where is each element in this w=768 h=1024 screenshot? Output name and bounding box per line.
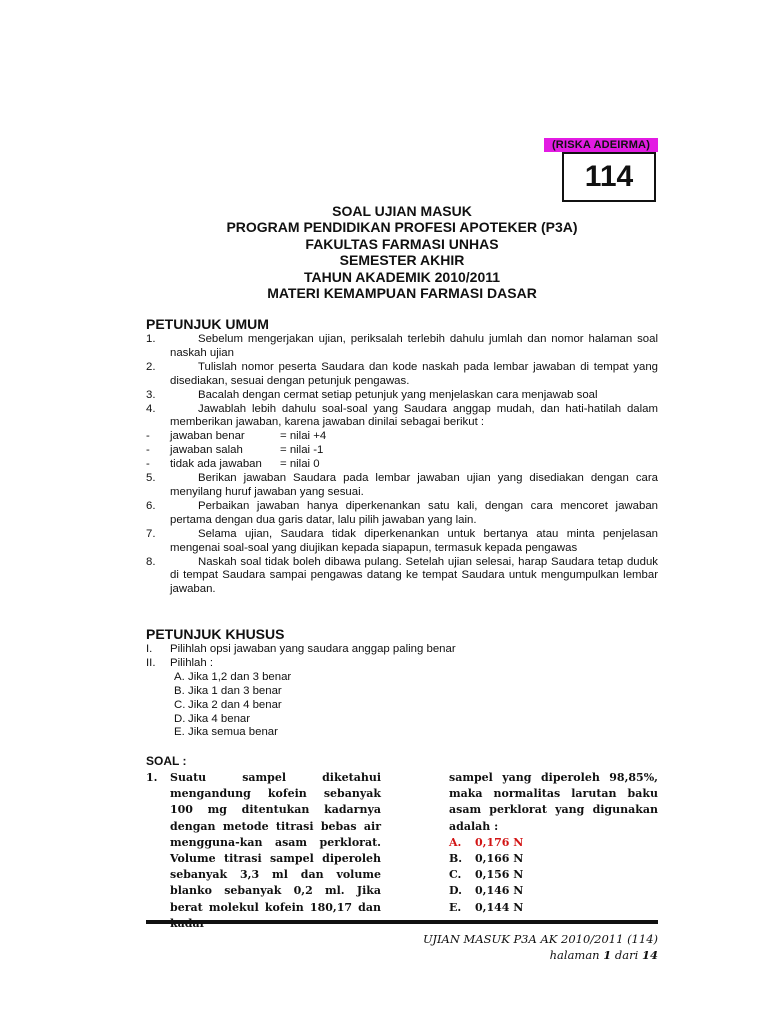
option-row — [174, 726, 658, 740]
title-line: SEMESTER AKHIR — [339, 252, 465, 269]
answer-letter: B. — [449, 852, 463, 866]
scoring-label: jawaban benar — [170, 430, 245, 443]
option-letter: A. — [174, 670, 185, 683]
question-text-part1: Suatu sampel diketahui mengandung kofein sebanyak 100 mg ditentukan kadarnya dengan metode titrasi bebas air mengguna-kan asam perklorat. Volume titrasi sampel diperoleh sebanyak 3,3 ml dan volume blanko sebanyak 0,2 ml. Jika berat molekul kofein 180,17 dan — [170, 771, 381, 914]
answer-text: 0,166 N — [475, 852, 524, 866]
item-number: 1. — [146, 333, 156, 345]
item-number: 8. — [146, 555, 156, 568]
item-number: 3. — [146, 388, 156, 401]
option-letter: B. — [174, 684, 185, 697]
item-number: 2. — [146, 360, 156, 373]
answer-letter: C. — [449, 868, 462, 882]
item-number: 7. — [146, 527, 156, 540]
list-item — [146, 556, 658, 598]
exam-code-box: 114 — [562, 152, 656, 202]
list-item — [146, 657, 658, 671]
item-number: 4. — [146, 402, 156, 415]
petunjuk-umum-list — [146, 333, 658, 597]
option-letter: C. — [174, 698, 186, 711]
option-row — [174, 685, 658, 699]
option-row — [174, 671, 658, 685]
item-number: II. — [146, 656, 156, 669]
item-text: Jawablah lebih dahulu soal-soal yang Saudara anggap mudah, dan hati-hatilah dalam memberikan jawaban, karena jawaban dinilai sebagai berikut : — [170, 402, 658, 429]
scoring-label: tidak ada jawaban — [170, 458, 262, 471]
question-text-part2: sampel yang diperoleh 98,85%, maka normalitas larutan baku asam perklorat yang digunakan adalah : — [449, 771, 658, 833]
list-item — [146, 333, 658, 361]
item-text: Pilihlah : — [170, 656, 214, 669]
item-number: 5. — [146, 472, 156, 485]
name-tag: (RISKA ADEIRMA) — [544, 138, 658, 152]
title-line: TAHUN AKADEMIK 2010/2011 — [303, 268, 501, 285]
item-text: Berikan jawaban Saudara pada lembar jawaban ujian yang disediakan dengan cara menyilang huruf jawaban yang sesuai. — [170, 472, 658, 498]
answer-letter: A. — [449, 835, 462, 849]
option-letter: D. — [174, 712, 186, 725]
question-column-right — [449, 770, 658, 916]
scoring-value: = nilai 0 — [280, 458, 320, 471]
scoring-row — [146, 430, 658, 444]
option-legend — [146, 671, 658, 741]
title-line: FAKULTAS FARMASI UNHAS — [305, 235, 499, 252]
item-number: I. — [146, 643, 153, 655]
list-item — [146, 472, 658, 500]
item-text: Pilihlah opsi jawaban yang saudara anggap paling benar — [170, 643, 456, 655]
page-current: 1 — [603, 948, 612, 962]
scoring-dash: - — [146, 430, 150, 443]
petunjuk-umum-heading: PETUNJUK UMUM — [146, 316, 269, 332]
option-text: Jika 1,2 dan 3 benar — [188, 670, 292, 683]
item-text: Perbaikan jawaban hanya diperkenankan satu kali, dengan cara mencoret jawaban pertama dengan dua garis datar, lalu pilih jawaban yang lain. — [170, 499, 658, 526]
footer-divider — [146, 920, 658, 924]
answer-option — [449, 883, 658, 899]
scoring-label: jawaban salah — [170, 444, 243, 457]
item-text: Bacalah dengan cermat setiap petunjuk yang menjelaskan cara menjawab soal — [198, 388, 598, 401]
title-line: PROGRAM PENDIDIKAN PROFESI APOTEKER (P3A) — [226, 219, 578, 236]
item-text: Sebelum mengerjakan ujian, periksalah terlebih dahulu jumlah dan nomor halaman soal naskah ujian — [170, 333, 658, 359]
option-row — [174, 713, 658, 727]
list-item — [146, 528, 658, 556]
option-text: Jika 2 dan 4 benar — [188, 698, 282, 711]
answer-letter: E. — [449, 900, 462, 914]
item-number: 6. — [146, 499, 156, 512]
scoring-value: = nilai -1 — [280, 444, 324, 457]
title-line: MATERI KEMAMPUAN FARMASI DASAR — [267, 285, 537, 302]
title-block — [140, 203, 664, 301]
scoring-row — [146, 458, 658, 472]
option-row — [174, 699, 658, 713]
answer-letter: D. — [449, 884, 462, 898]
answer-option — [449, 835, 658, 851]
option-letter: E. — [174, 726, 185, 739]
list-item — [146, 500, 658, 528]
page-total: 14 — [641, 948, 658, 962]
scoring-row — [146, 444, 658, 458]
answer-text: 0,176 N — [475, 835, 524, 849]
list-item — [146, 403, 658, 431]
answer-text: 0,144 N — [475, 900, 524, 914]
item-text: Tulislah nomor peserta Saudara dan kode naskah pada lembar jawaban di tempat yang disediakan, sesuai dengan petunjuk pengawas. — [170, 360, 658, 387]
petunjuk-khusus-list — [146, 643, 658, 740]
list-item — [146, 389, 658, 403]
option-text: Jika semua benar — [188, 726, 278, 739]
scoring-dash: - — [146, 458, 150, 471]
scoring-value: = nilai +4 — [280, 430, 327, 443]
item-text: Naskah soal tidak boleh dibawa pulang. Setelah ujian selesai, harap Saudara tetap duduk di tempat Saudara sampai pengawas datang ke tempat Saudara untuk mengumpulkan lembar jawaban. — [170, 555, 658, 596]
item-text: Selama ujian, Saudara tidak diperkenankan untuk bertanya atau minta penjelasan mengenai soal-soal yang diujikan kepada siapapun, termasuk kepada pengawas — [170, 527, 658, 554]
footer-exam-label: UJIAN MASUK P3A AK 2010/2011 (114) — [422, 932, 658, 946]
footer-page-indicator — [258, 948, 658, 962]
petunjuk-khusus-heading: PETUNJUK KHUSUS — [146, 626, 285, 642]
list-item — [146, 643, 658, 657]
title-line: SOAL UJIAN MASUK — [332, 203, 472, 219]
answer-option — [449, 867, 658, 883]
answer-text: 0,146 N — [475, 884, 524, 898]
answer-option — [449, 851, 658, 867]
soal-heading: SOAL : — [146, 754, 187, 768]
answer-option — [449, 900, 658, 916]
option-text: Jika 1 dan 3 benar — [188, 684, 282, 697]
question-number: 1. — [146, 771, 158, 784]
answer-text: 0,156 N — [475, 868, 524, 882]
page-mid: dari — [611, 948, 642, 962]
option-text: Jika 4 benar — [188, 712, 251, 725]
page-prefix: halaman — [549, 948, 604, 962]
scoring-dash: - — [146, 444, 150, 457]
list-item — [146, 361, 658, 389]
